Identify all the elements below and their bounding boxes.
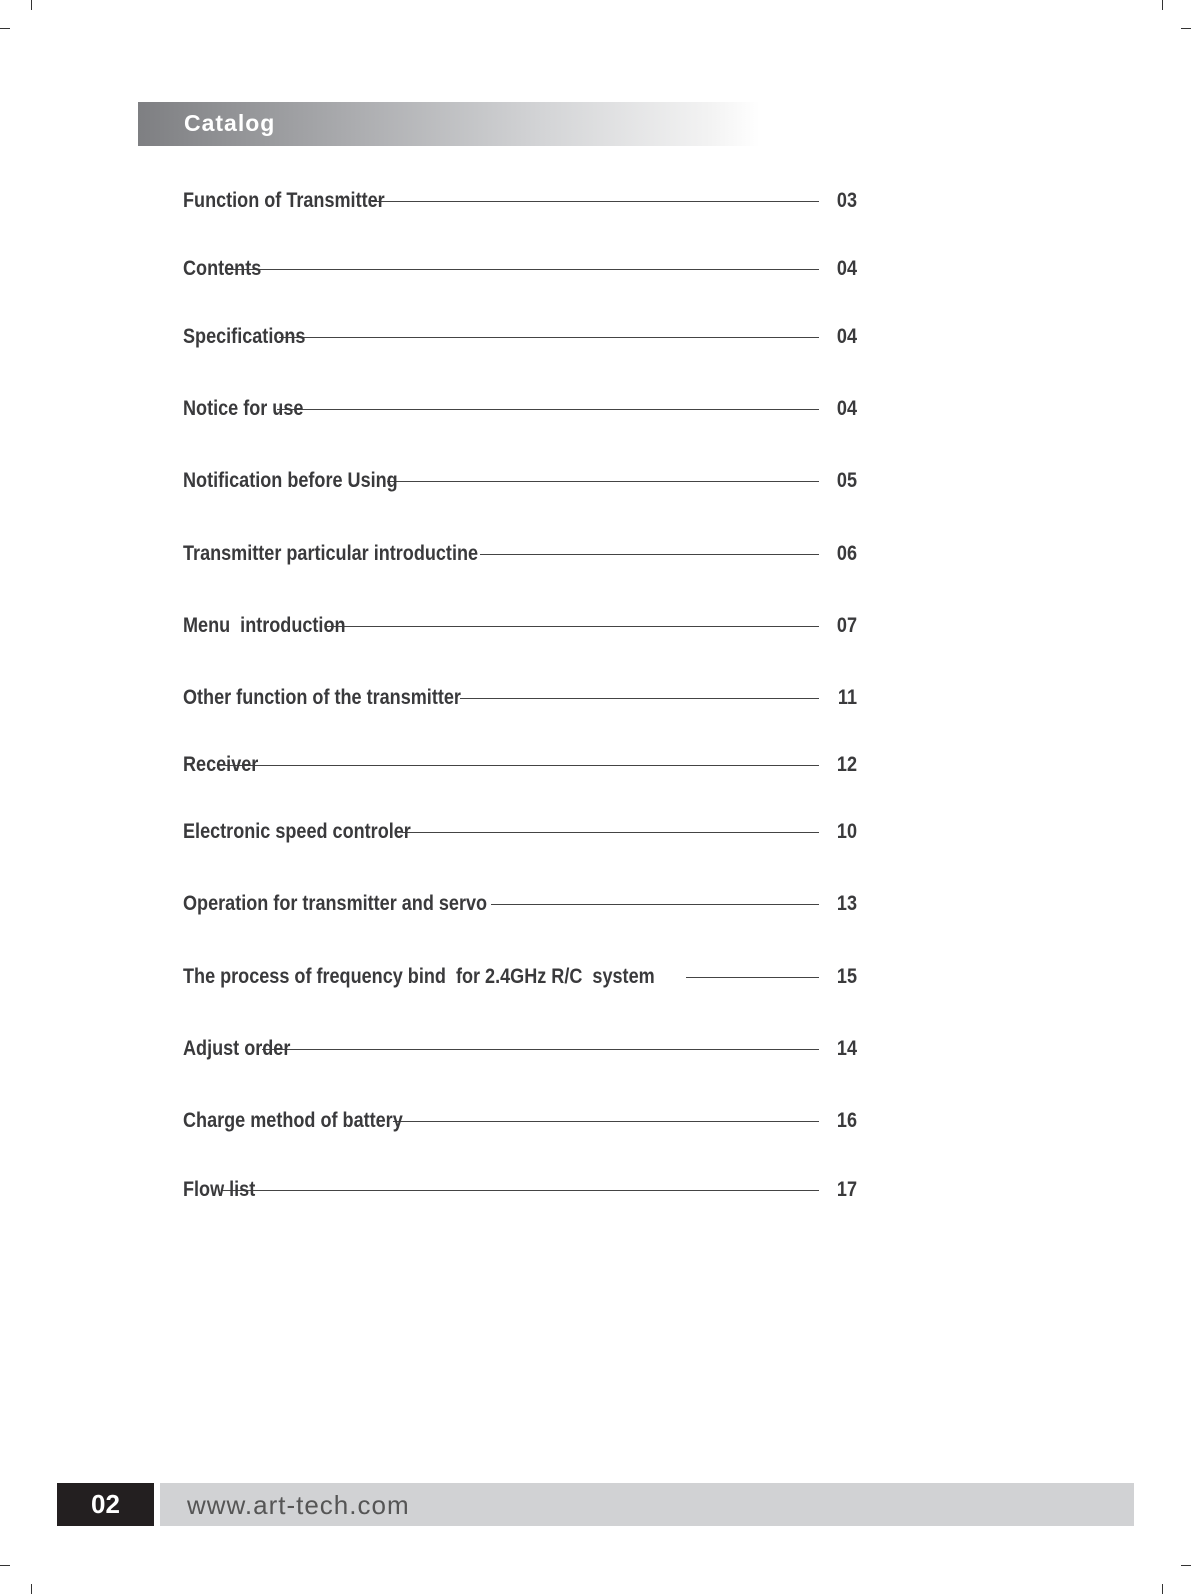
toc-entry-label: Other function of the transmitter	[183, 686, 461, 709]
leader-line	[262, 1049, 819, 1050]
crop-mark	[0, 28, 10, 29]
leader-line	[387, 481, 819, 482]
toc-entry-label: The process of frequency bind for 2.4GHz R/C system	[183, 965, 655, 988]
toc-entry[interactable]	[183, 750, 857, 780]
toc-entry-label: Notice for use	[183, 397, 304, 420]
leader-line	[225, 765, 819, 766]
crop-mark	[1162, 0, 1163, 10]
toc-entry[interactable]	[183, 889, 857, 919]
toc-entry-label: Charge method of battery	[183, 1109, 403, 1132]
page-number: 02	[57, 1483, 154, 1526]
leader-line	[221, 1190, 819, 1191]
toc-entry[interactable]	[183, 962, 857, 992]
leader-line	[686, 977, 819, 978]
leader-line	[372, 201, 819, 202]
toc-entry-page: 15	[836, 965, 857, 988]
toc-entry-page: 17	[836, 1178, 857, 1201]
leader-line	[279, 337, 819, 338]
toc-entry-label: Function of Transmitter	[183, 189, 385, 212]
toc-entry-label: Contents	[183, 257, 262, 280]
toc-entry-label: Adjust order	[183, 1037, 291, 1060]
toc-entry[interactable]	[183, 1175, 857, 1205]
toc-entry-page: 04	[836, 325, 857, 348]
footer-bar	[160, 1483, 1134, 1526]
toc-entry-label: Notification before Using	[183, 469, 398, 492]
toc-entry-page: 12	[836, 753, 857, 776]
toc-entry-label: Electronic speed controler	[183, 820, 411, 843]
crop-mark	[31, 1584, 32, 1594]
toc-entry[interactable]	[183, 611, 857, 641]
page-title: Catalog	[184, 110, 276, 136]
toc-entry-label: Menu introduction	[183, 614, 346, 637]
website-url: www.art-tech.com	[187, 1490, 410, 1520]
toc-entry[interactable]	[183, 817, 857, 847]
toc-entry[interactable]	[183, 1106, 857, 1136]
toc-entry-page: 16	[836, 1109, 857, 1132]
toc-entry-page: 04	[836, 257, 857, 280]
toc-entry-page: 05	[836, 469, 857, 492]
crop-mark	[1181, 1565, 1191, 1566]
toc-entry[interactable]	[183, 683, 857, 713]
toc-entry-page: 11	[837, 686, 857, 709]
crop-mark	[31, 0, 32, 10]
toc-entry-page: 10	[836, 820, 857, 843]
leader-line	[326, 626, 819, 627]
crop-mark	[1162, 1584, 1163, 1594]
toc-entry[interactable]	[183, 466, 857, 496]
leader-line	[402, 832, 819, 833]
toc-entry-page: 14	[836, 1037, 857, 1060]
toc-entry-page: 04	[836, 397, 857, 420]
crop-mark	[0, 1565, 10, 1566]
toc-entry[interactable]	[183, 322, 857, 352]
toc-entry-page: 13	[836, 892, 857, 915]
toc-entry-page: 06	[836, 542, 857, 565]
crop-mark	[1181, 28, 1191, 29]
catalog-header	[138, 102, 760, 146]
toc-entry[interactable]	[183, 539, 857, 569]
toc-entry[interactable]	[183, 394, 857, 424]
toc-entry-label: Flow list	[183, 1178, 256, 1201]
toc-entry-label: Specifications	[183, 325, 306, 348]
toc-entry-page: 07	[836, 614, 857, 637]
leader-line	[393, 1121, 819, 1122]
leader-line	[460, 698, 819, 699]
toc-entry[interactable]	[183, 186, 857, 216]
toc-entry-page: 03	[836, 189, 857, 212]
toc-entry[interactable]	[183, 254, 857, 284]
toc-entry-label: Receiver	[183, 753, 259, 776]
leader-line	[277, 409, 819, 410]
toc-entry-label: Transmitter particular introductine	[183, 542, 479, 565]
leader-line	[228, 269, 819, 270]
toc-entry-label: Operation for transmitter and servo	[183, 892, 488, 915]
toc-entry[interactable]	[183, 1034, 857, 1064]
leader-line	[491, 904, 819, 905]
leader-line	[480, 554, 819, 555]
